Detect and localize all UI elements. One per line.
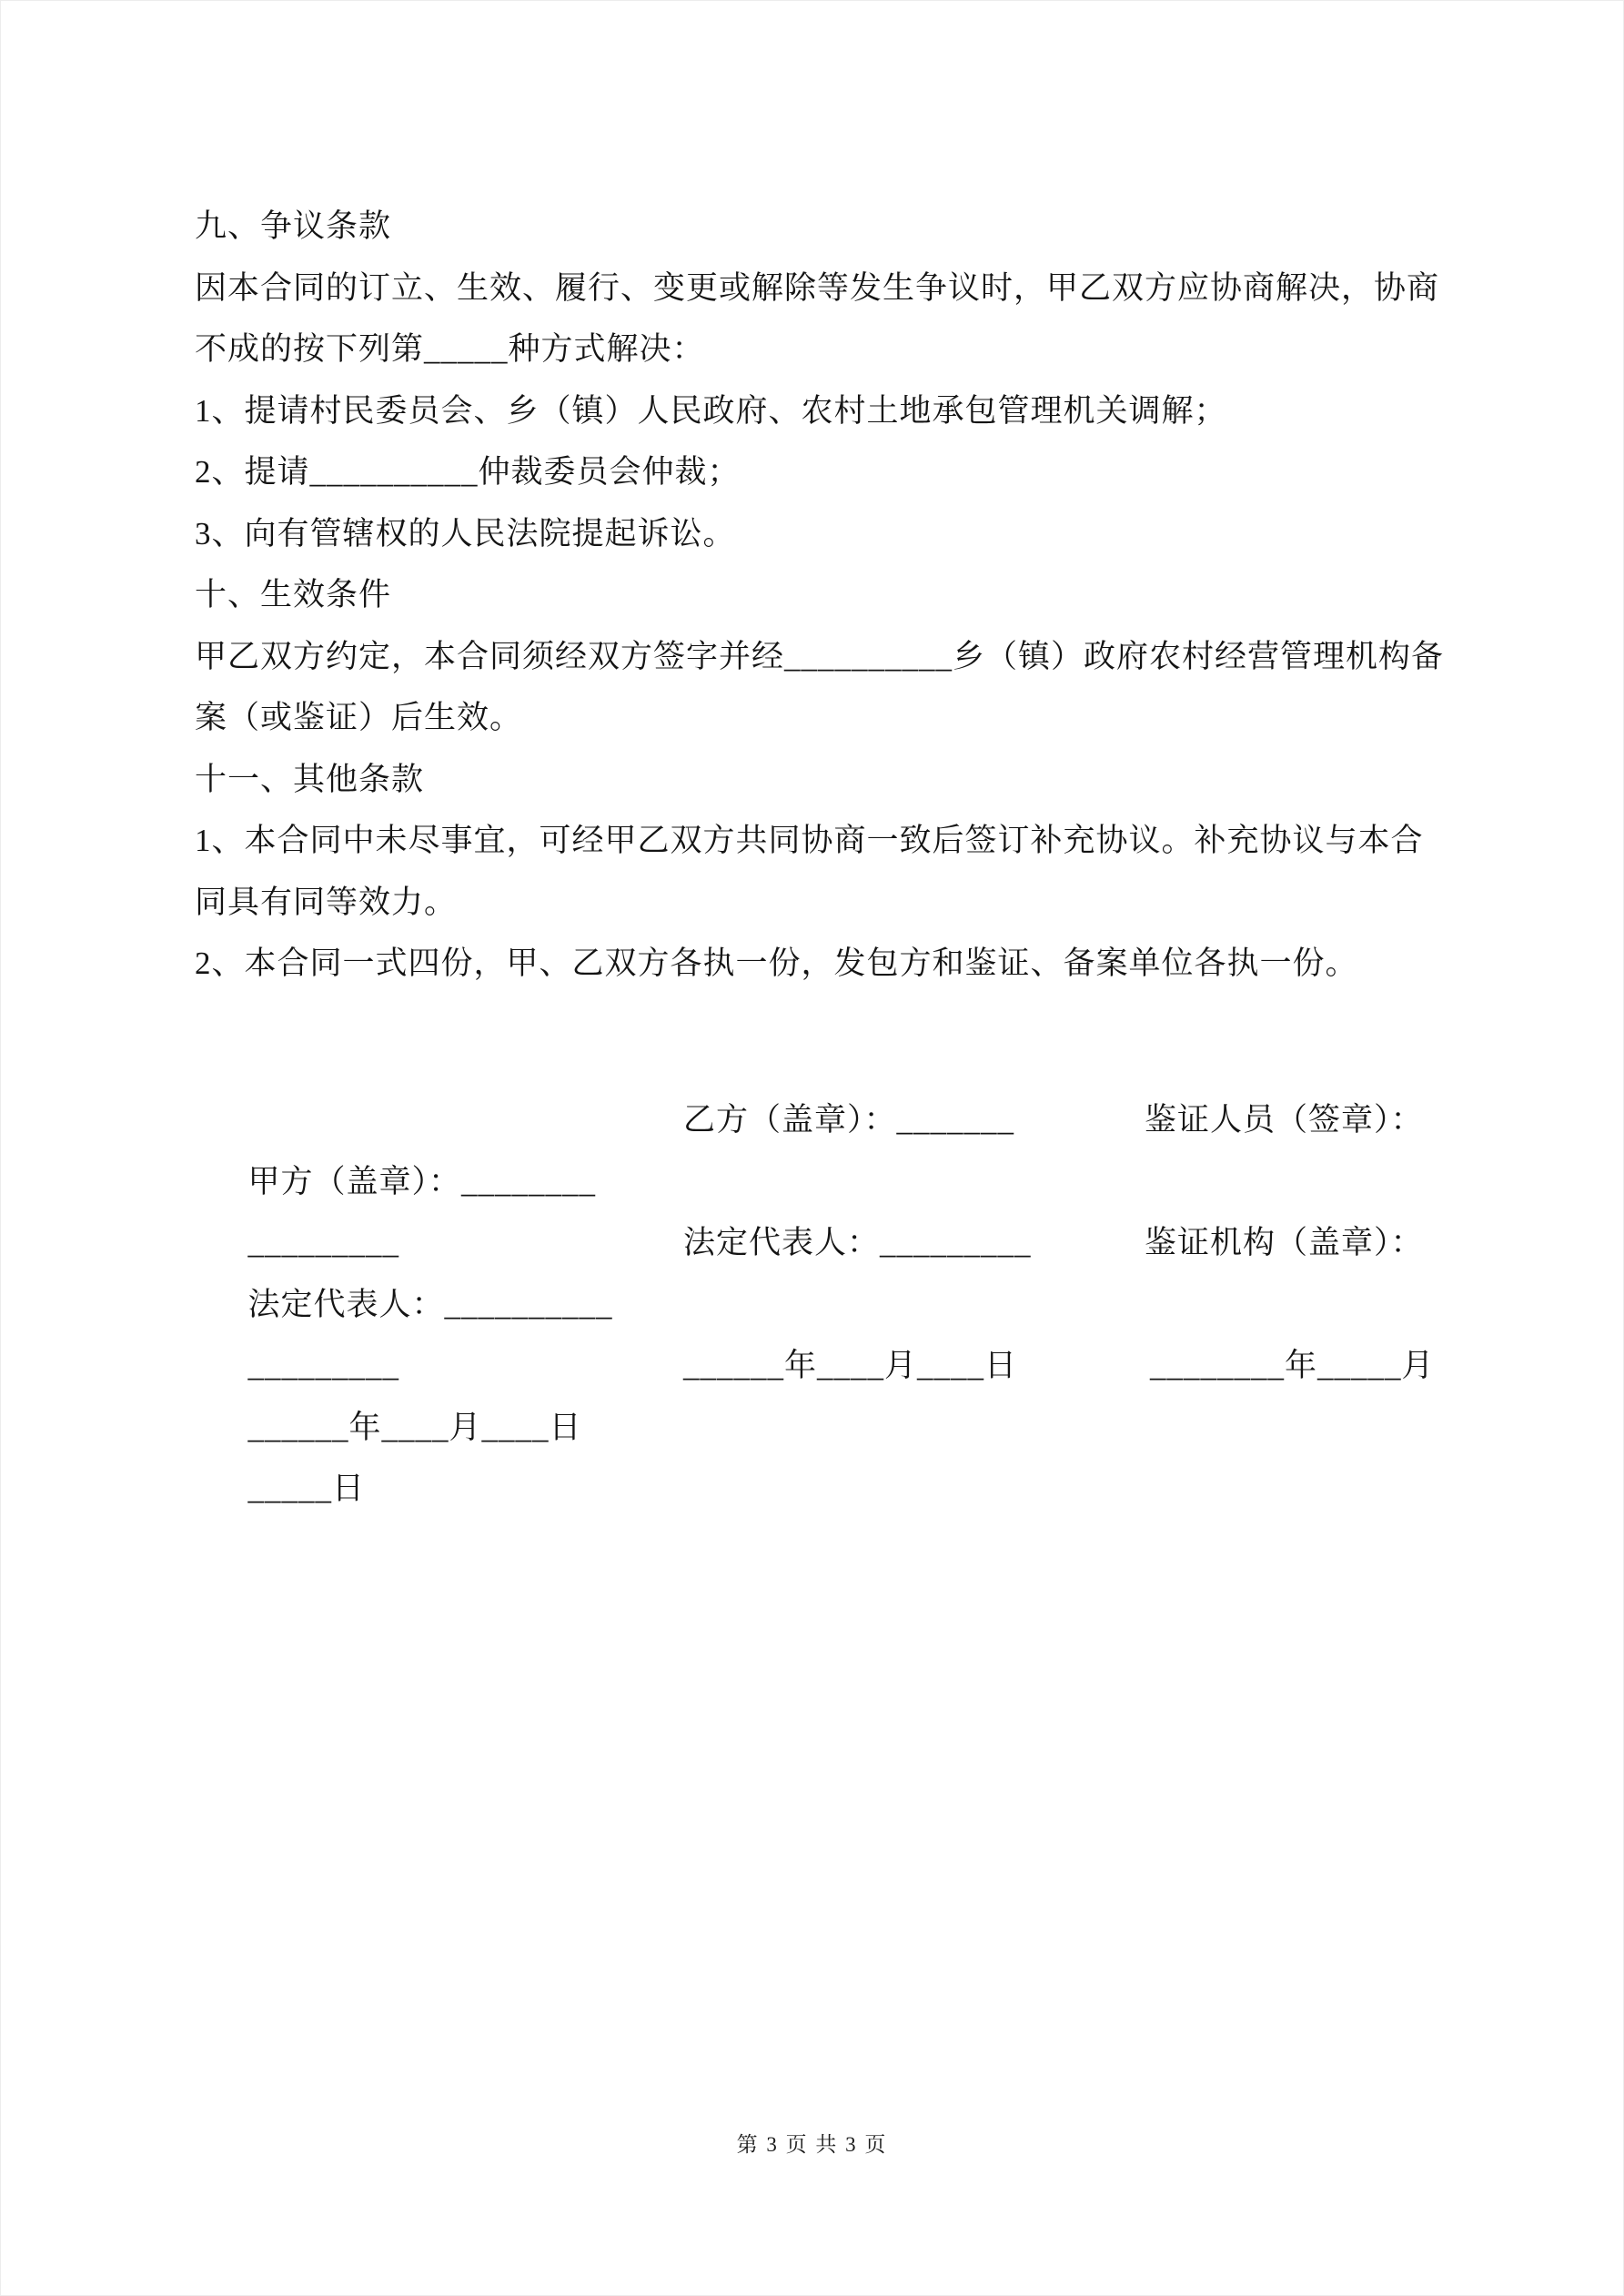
party-a-date: ______年____月____日 [247,1409,582,1445]
clause-10-paragraph-line-1: 甲乙双方约定，本合同须经双方签字并经__________乡（镇）政府农村经营管理机构备 [195,638,1445,674]
date-continuation-row [195,1397,1624,1506]
clause-9-item-1: 1、提请村民委员会、乡（镇）人民政府、农村土地承包管理机关调解； [195,392,1227,429]
witness-person-label: 鉴证人员（签章）： [1145,1102,1424,1138]
clause-11-heading: 十一、其他条款 [195,761,425,797]
date-row [195,1335,1624,1445]
contract-body [195,196,1459,995]
witness-person-blank: _________ [247,1225,399,1260]
page-number: 第 3 页 共 3 页 [736,2133,888,2156]
witness-org-label: 鉴证机构（盖章）： [1145,1225,1424,1260]
legal-representative-row [195,1212,1624,1322]
party-b-date: ______年____月____日 [683,1348,1018,1383]
clause-11-item-1-line-1: 1、本合同中未尽事宜，可经甲乙双方共同协商一致后签订补充协议。补充协议与本合 [195,823,1424,858]
clause-10-heading: 十、生效条件 [195,577,392,612]
signature-section [195,1089,1624,1506]
witness-date-continuation: _____日 [247,1471,366,1506]
clause-9-paragraph-line-2: 不成的按下列第_____种方式解决： [195,331,705,367]
party-a-seal-label: 甲方（盖章）：________ [247,1163,597,1199]
seal-row [195,1089,1624,1199]
clause-10-paragraph-line-2: 案（或鉴证）后生效。 [195,700,523,735]
clause-9-paragraph-line-1: 因本合同的订立、生效、履行、变更或解除等发生争议时，甲乙双方应协商解决，协商 [195,269,1440,306]
witness-date: ________年_____月 [1150,1348,1435,1383]
page-footer [1,2127,1623,2163]
clause-11-item-1-line-2: 同具有同等效力。 [195,884,458,920]
party-b-seal-label: 乙方（盖章）：_______ [683,1102,1015,1138]
legal-rep-a-label: 法定代表人：__________ [247,1286,613,1322]
clause-9-heading: 九、争议条款 [195,208,392,244]
clause-9-item-3: 3、向有管辖权的人民法院提起诉讼。 [195,515,736,551]
legal-rep-b-label: 法定代表人：_________ [683,1225,1032,1260]
witness-org-blank: _________ [247,1348,399,1383]
clause-9-item-2: 2、提请__________仲裁委员会仲裁； [195,454,741,490]
clause-11-item-2: 2、本合同一式四份，甲、乙双方各执一份，发包方和鉴证、备案单位各执一份。 [195,946,1358,981]
